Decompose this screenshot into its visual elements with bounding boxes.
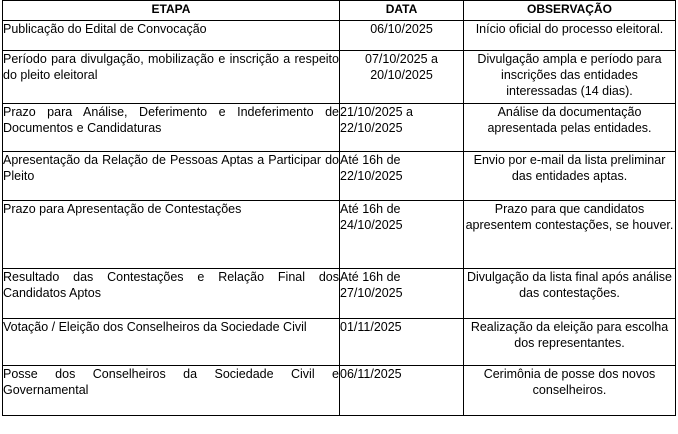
date-line: 22/10/2025	[340, 169, 403, 183]
date-line: Até 16h de	[340, 153, 401, 167]
observacao-cell: Análise da documentação apresentada pelas entidades.	[464, 104, 676, 152]
data-cell	[340, 104, 464, 152]
data-cell	[340, 201, 464, 269]
data-cell	[340, 269, 464, 319]
date-line: 24/10/2025	[340, 218, 403, 232]
data-cell	[340, 21, 464, 51]
etapa-cell: Prazo para Análise, Deferimento e Indeferimento de Documentos e Candidaturas	[3, 104, 340, 152]
data-cell	[340, 152, 464, 201]
observacao-cell: Realização da eleição para escolha dos representantes.	[464, 319, 676, 366]
table-row	[3, 319, 676, 366]
table-row	[3, 269, 676, 319]
header-row	[3, 1, 676, 21]
etapa-cell: Resultado das Contestações e Relação Final dos Candidatos Aptos	[3, 269, 340, 319]
table-row	[3, 366, 676, 416]
observacao-cell: Divulgação da lista final após análise das contestações.	[464, 269, 676, 319]
table-row	[3, 104, 676, 152]
date-line: 01/11/2025	[340, 320, 402, 334]
etapa-cell: Votação / Eleição dos Conselheiros da Sociedade Civil	[3, 319, 340, 366]
date-line: 22/10/2025	[340, 121, 403, 135]
date-line: Até 16h de	[340, 270, 401, 284]
header-data: DATA	[340, 1, 464, 21]
data-cell	[340, 51, 464, 104]
observacao-cell: Envio por e-mail da lista preliminar das entidades aptas.	[464, 152, 676, 201]
etapa-cell: Apresentação da Relação de Pessoas Aptas a Participar do Pleito	[3, 152, 340, 201]
table-row	[3, 21, 676, 51]
etapa-cell: Posse dos Conselheiros da Sociedade Civil e Governamental	[3, 366, 340, 416]
schedule-table	[2, 0, 676, 416]
date-line: 27/10/2025	[340, 286, 403, 300]
data-cell	[340, 366, 464, 416]
date-line: 07/10/2025 a	[365, 52, 438, 66]
etapa-cell: Prazo para Apresentação de Contestações	[3, 201, 340, 269]
data-cell	[340, 319, 464, 366]
table-row	[3, 152, 676, 201]
table-row	[3, 201, 676, 269]
observacao-cell: Prazo para que candidatos apresentem contestações, se houver.	[464, 201, 676, 269]
etapa-cell: Publicação do Edital de Convocação	[3, 21, 340, 51]
etapa-cell: Período para divulgação, mobilização e inscrição a respeito do pleito eleitoral	[3, 51, 340, 104]
header-etapa: ETAPA	[3, 1, 340, 21]
date-line: 06/10/2025	[370, 22, 433, 36]
date-line: 21/10/2025 a	[340, 105, 413, 119]
header-observacao: OBSERVAÇÃO	[464, 1, 676, 21]
date-line: 06/11/2025	[340, 367, 402, 381]
observacao-cell: Início oficial do processo eleitoral.	[464, 21, 676, 51]
observacao-cell: Divulgação ampla e período para inscrições das entidades interessadas (14 dias).	[464, 51, 676, 104]
observacao-cell: Cerimônia de posse dos novos conselheiros.	[464, 366, 676, 416]
date-line: Até 16h de	[340, 202, 401, 216]
date-line: 20/10/2025	[370, 68, 433, 82]
table-row	[3, 51, 676, 104]
